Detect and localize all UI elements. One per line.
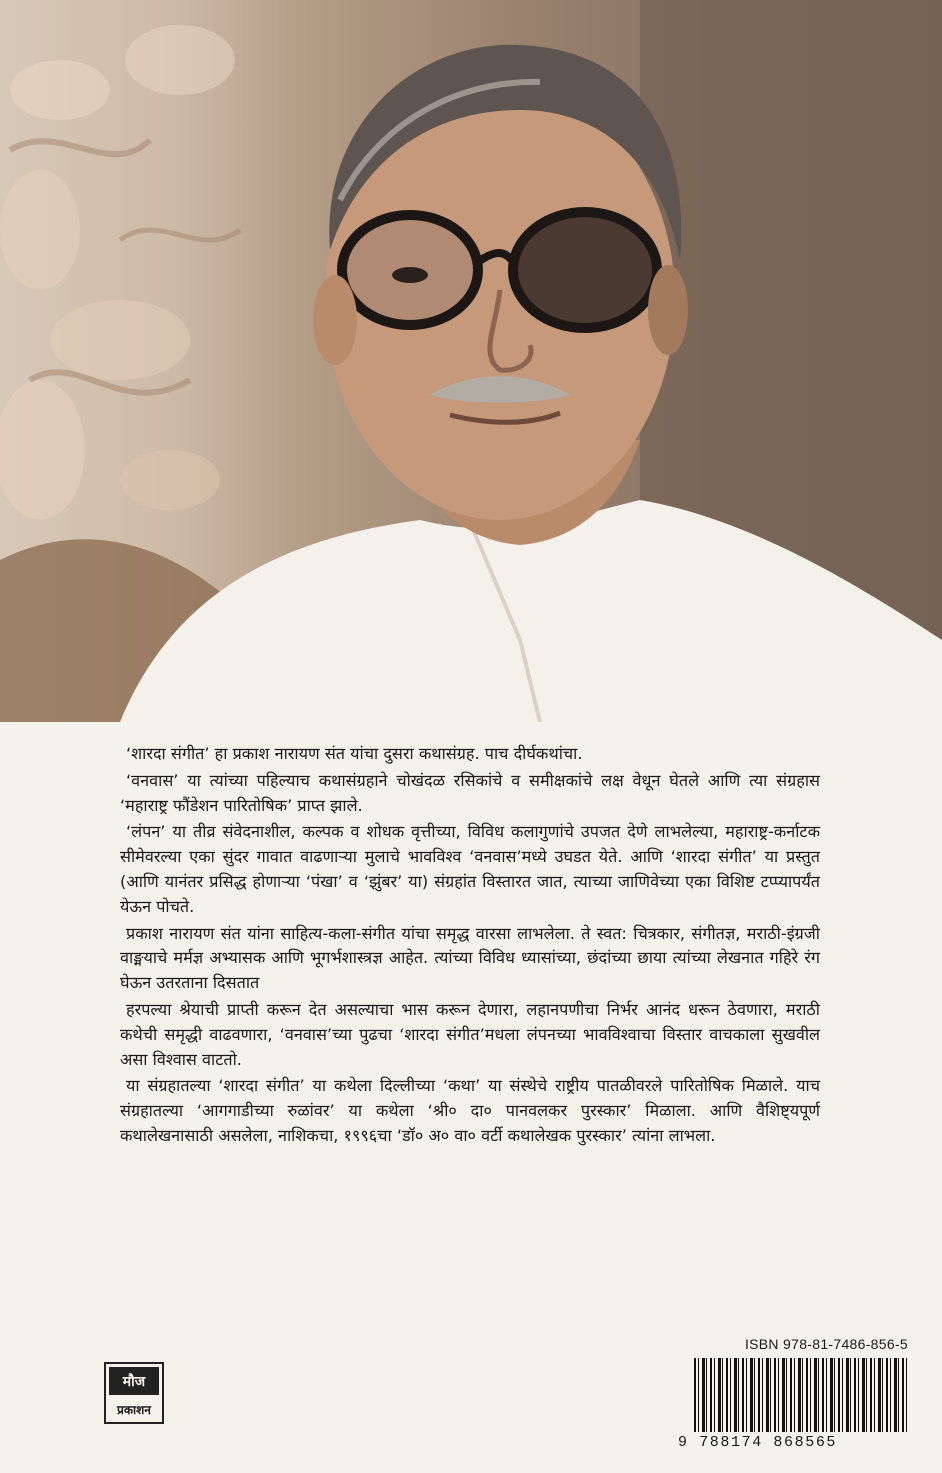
back-cover-blurb bbox=[120, 742, 820, 1151]
publisher-logo-top: मौज bbox=[109, 1367, 159, 1395]
isbn-block bbox=[654, 1336, 908, 1454]
portrait-illustration bbox=[0, 0, 942, 722]
blurb-paragraph: ‘वनवास’ या त्यांच्या पहिल्याच कथासंग्रहाने चोखंदळ रसिकांचे व समीक्षकांचे लक्ष वेधून घेतले आणि त्या संग्रहास ‘महाराष्ट्र फौंडेशन पारितोषिक’ प्राप्त झाले. bbox=[120, 770, 820, 815]
blurb-paragraph: प्रकाश नारायण संत यांना साहित्य-कला-संगीत यांचा समृद्ध वारसा लाभलेला. ते स्वत: चित्रकार, संगीतज्ञ, मराठी-इंग्रजी वाङ्मयाचे मर्मज्ञ अभ्यासक आणि भूगर्भशास्त्रज्ञ आहेत. त्यांच्या विविध ध्यासांच्या, छंदांच्या छाया त्यांच्या लेखनात गहिरे रंग घेऊन उतरताना दिसतात bbox=[120, 923, 820, 993]
barcode-digits: 9 788174 868565 bbox=[678, 1434, 838, 1451]
publisher-logo-bottom: प्रकाशन bbox=[117, 1403, 151, 1417]
blurb-paragraph: या संग्रहातल्या ‘शारदा संगीत’ या कथेला दिल्लीच्या ‘कथा’ या संस्थेचे राष्ट्रीय पातळीवरले पारितोषिक मिळाले. याच संग्रहातल्या ‘आगगाडीच्या रुळांवर’ या कथेला ‘श्री० दा० पानवलकर पुरस्कार’ मिळाला. आणि वैशिष्ट्यपूर्ण कथालेखनासाठी असलेला, नाशिकचा, १९९६चा ‘डॉ० अ० वा० वर्टी कथालेखक पुरस्कार’ त्यांना लाभला. bbox=[120, 1076, 820, 1145]
blurb-paragraph: ‘लंपन’ या तीव्र संवेदनाशील, कल्पक व शोधक वृत्तीच्या, विविध कलागुणांचे उपजत देणे लाभलेल्या, महाराष्ट्र-कर्नाटक सीमेवरल्या एका सुंदर गावात वाढणाऱ्या मुलाचे भावविश्व ‘वनवास’मध्ये उघडत येते. आणि ‘शारदा संगीत’ या प्रस्तुत (आणि यानंतर प्रसिद्ध होणाऱ्या ‘पंखा’ व ‘झुंबर’ या) संग्रहांत विस्तारत जात, त्याच्या जाणिवेच्या एका विशिष्ट टप्प्यापर्यंत येऊन पोचते. bbox=[120, 822, 820, 916]
publisher-logo bbox=[104, 1362, 164, 1424]
isbn-label: ISBN 978-81-7486-856-5 bbox=[744, 1336, 908, 1352]
author-portrait-photo bbox=[0, 0, 942, 722]
barcode bbox=[694, 1358, 908, 1432]
blurb-paragraph: हरपल्या श्रेयाची प्राप्ती करून देत असल्याचा भास करून देणारा, लहानपणीचा निर्भर आनंद धरून ठेवणारा, मराठी कथेची समृद्धी वाढवणारा, ‘वनवास’च्या पुढचा ‘शारदा संगीत’मधला लंपनच्या भावविश्वाचा विस्तार वाचकाला सुखवील असा विश्वास वाटतो. bbox=[120, 999, 820, 1069]
blurb-paragraph: ‘शारदा संगीत’ हा प्रकाश नारायण संत यांचा दुसरा कथासंग्रह. पाच दीर्घकथांचा. bbox=[126, 744, 583, 763]
